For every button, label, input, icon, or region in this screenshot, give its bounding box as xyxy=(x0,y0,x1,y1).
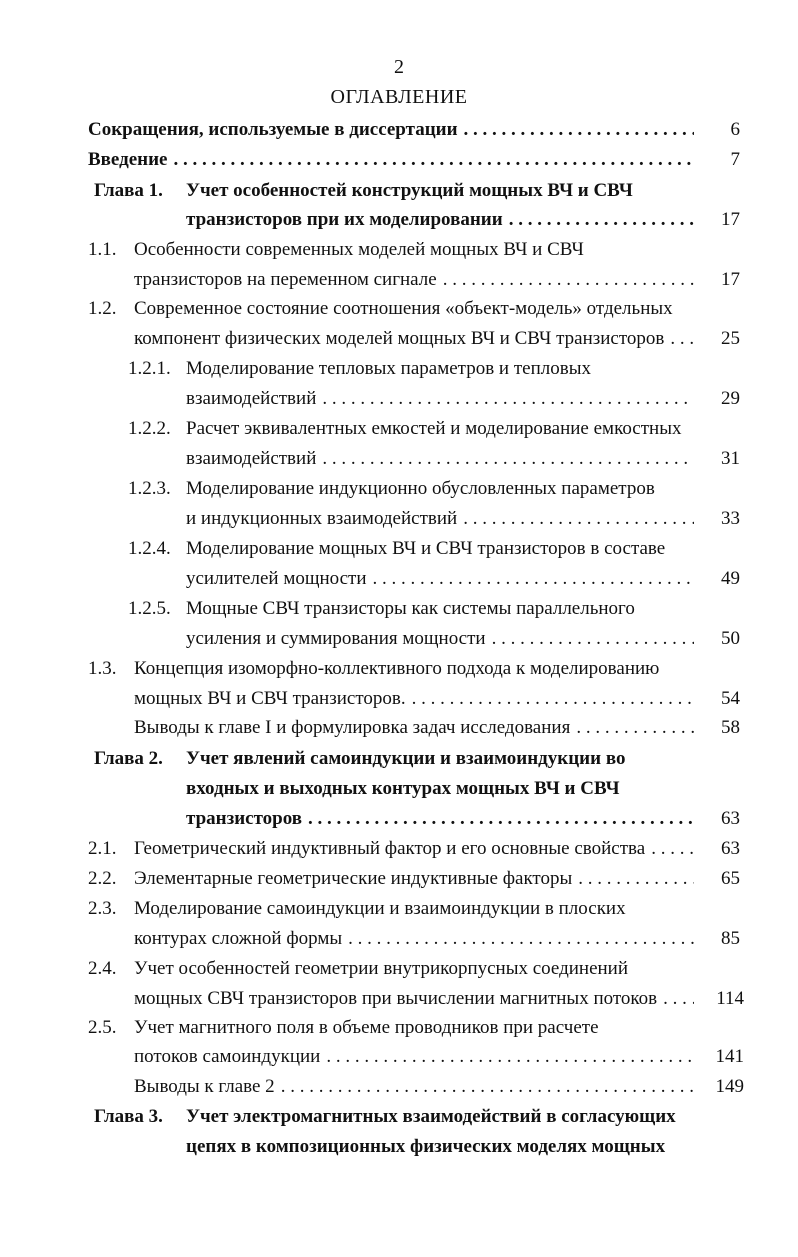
toc-entry-title: Выводы к главе I и формулировка задач исследования xyxy=(134,717,571,738)
toc-entry-title-cont: контурах сложной формы xyxy=(134,928,343,949)
toc-page: 17 xyxy=(721,209,740,230)
toc-page: 31 xyxy=(721,448,740,469)
toc-page: 29 xyxy=(721,388,740,409)
page-number: 2 xyxy=(394,56,404,78)
toc-entry-title-cont: потоков самоиндукции xyxy=(134,1046,321,1067)
leader-dots xyxy=(348,925,694,953)
leader-dots xyxy=(509,206,694,234)
toc-entry-number: 2.4. xyxy=(88,958,117,979)
toc-entry-title-cont: мощных ВЧ и СВЧ транзисторов. xyxy=(134,688,406,709)
toc-entry-title: Современное состояние соотношения «объект-модель» отдельных xyxy=(134,298,673,319)
toc-entry-title-cont: мощных СВЧ транзисторов при вычислении магнитных потоков xyxy=(134,988,658,1009)
leader-dots xyxy=(578,865,694,893)
toc-entry-title: Учет особенностей конструкций мощных ВЧ и СВЧ xyxy=(186,180,633,201)
toc-page: 149 xyxy=(715,1076,744,1097)
toc-entry-title: Моделирование самоиндукции и взаимоиндукции в плоских xyxy=(134,898,626,919)
toc-entry-number: 2.3. xyxy=(88,898,117,919)
leader-dots xyxy=(492,625,694,653)
toc-entry-number: 1.2.2. xyxy=(128,418,171,439)
toc-entry-title: Геометрический индуктивный фактор и его основные свойства xyxy=(134,838,646,859)
leader-dots xyxy=(463,505,694,533)
toc-page: 54 xyxy=(721,688,740,709)
toc-page: 141 xyxy=(715,1046,744,1067)
toc-page: 6 xyxy=(730,119,740,140)
toc-page: 63 xyxy=(721,838,740,859)
toc-entry-title: Введение xyxy=(88,149,168,170)
toc-page: 63 xyxy=(721,808,740,829)
toc-entry-title: Учет электромагнитных взаимодействий в согласующих xyxy=(186,1106,676,1127)
leader-dots xyxy=(322,385,694,413)
toc-entry-title-cont: цепях в композиционных физических моделях мощных xyxy=(186,1136,666,1157)
leader-dots xyxy=(281,1073,694,1101)
toc-entry-title: Учет магнитного поля в объеме проводников при расчете xyxy=(134,1017,599,1038)
toc-entry-number: Глава 3. xyxy=(94,1106,163,1127)
toc-page: 114 xyxy=(716,988,744,1009)
toc-entry-number: 2.2. xyxy=(88,868,117,889)
toc-entry-number: 1.2. xyxy=(88,298,117,319)
toc-entry-title-cont: входных и выходных контурах мощных ВЧ и СВЧ xyxy=(186,778,620,799)
toc-entry-title-cont: транзисторов при их моделировании xyxy=(186,209,503,230)
toc-entry-title-cont: компонент физических моделей мощных ВЧ и СВЧ транзисторов xyxy=(134,328,665,349)
toc-entry-number: 2.5. xyxy=(88,1017,117,1038)
leader-dots xyxy=(308,805,694,833)
toc-entry-title: Особенности современных моделей мощных ВЧ и СВЧ xyxy=(134,239,584,260)
toc-entry-title: Сокращения, используемые в диссертации xyxy=(88,119,458,140)
toc-page: 65 xyxy=(721,868,740,889)
toc-entry-number: Глава 2. xyxy=(94,748,163,769)
toc-entry-title: Выводы к главе 2 xyxy=(134,1076,275,1097)
toc-page: 25 xyxy=(721,328,740,349)
toc-page: 17 xyxy=(721,269,740,290)
toc-entry-title: Концепция изоморфно-коллективного подхода к моделированию xyxy=(134,658,660,679)
toc-page: 85 xyxy=(721,928,740,949)
toc-entry-number: Глава 1. xyxy=(94,180,163,201)
leader-dots xyxy=(443,266,694,294)
page-title: ОГЛАВЛЕНИЕ xyxy=(330,86,468,108)
leader-dots xyxy=(464,116,694,144)
toc-entry-number: 1.3. xyxy=(88,658,117,679)
toc-entry-number: 1.1. xyxy=(88,239,117,260)
toc-entry-title: Мощные СВЧ транзисторы как системы параллельного xyxy=(186,598,635,619)
toc-entry-title-cont: взаимодействий xyxy=(186,388,317,409)
leader-dots xyxy=(326,1043,694,1071)
toc-entry-title: Моделирование мощных ВЧ и СВЧ транзисторов в составе xyxy=(186,538,666,559)
toc-entry-title: Моделирование индукционно обусловленных параметров xyxy=(186,478,655,499)
toc-page: 49 xyxy=(721,568,740,589)
toc-entry-title-cont: и индукционных взаимодействий xyxy=(186,508,458,529)
toc-entry-title-cont: взаимодействий xyxy=(186,448,317,469)
leader-dots xyxy=(412,685,694,713)
toc-entry-title-cont: транзисторов xyxy=(186,808,303,829)
toc-page: 50 xyxy=(721,628,740,649)
toc-entry-number: 1.2.4. xyxy=(128,538,171,559)
toc-entry-number: 1.2.1. xyxy=(128,358,171,379)
toc-entry-title: Учет явлений самоиндукции и взаимоиндукции во xyxy=(186,748,626,769)
leader-dots xyxy=(373,565,694,593)
toc-entry-title: Элементарные геометрические индуктивные факторы xyxy=(134,868,573,889)
toc-page: 33 xyxy=(721,508,740,529)
leader-dots xyxy=(322,445,694,473)
leader-dots xyxy=(576,714,694,742)
toc-page: 7 xyxy=(730,149,740,170)
toc-entry-number: 1.2.5. xyxy=(128,598,171,619)
toc-entry-title: Моделирование тепловых параметров и тепловых xyxy=(186,358,591,379)
toc-page: 58 xyxy=(721,717,740,738)
toc-entry-title: Расчет эквивалентных емкостей и моделирование емкостных xyxy=(186,418,682,439)
toc-entry-number: 1.2.3. xyxy=(128,478,171,499)
toc-entry-title-cont: усиления и суммирования мощности xyxy=(186,628,486,649)
toc-entry-title-cont: усилителей мощности xyxy=(186,568,367,589)
toc-entry-number: 2.1. xyxy=(88,838,117,859)
toc-entry-title-cont: транзисторов на переменном сигнале xyxy=(134,269,437,290)
leader-dots xyxy=(174,146,695,174)
toc-entry-title: Учет особенностей геометрии внутрикорпусных соединений xyxy=(134,958,629,979)
